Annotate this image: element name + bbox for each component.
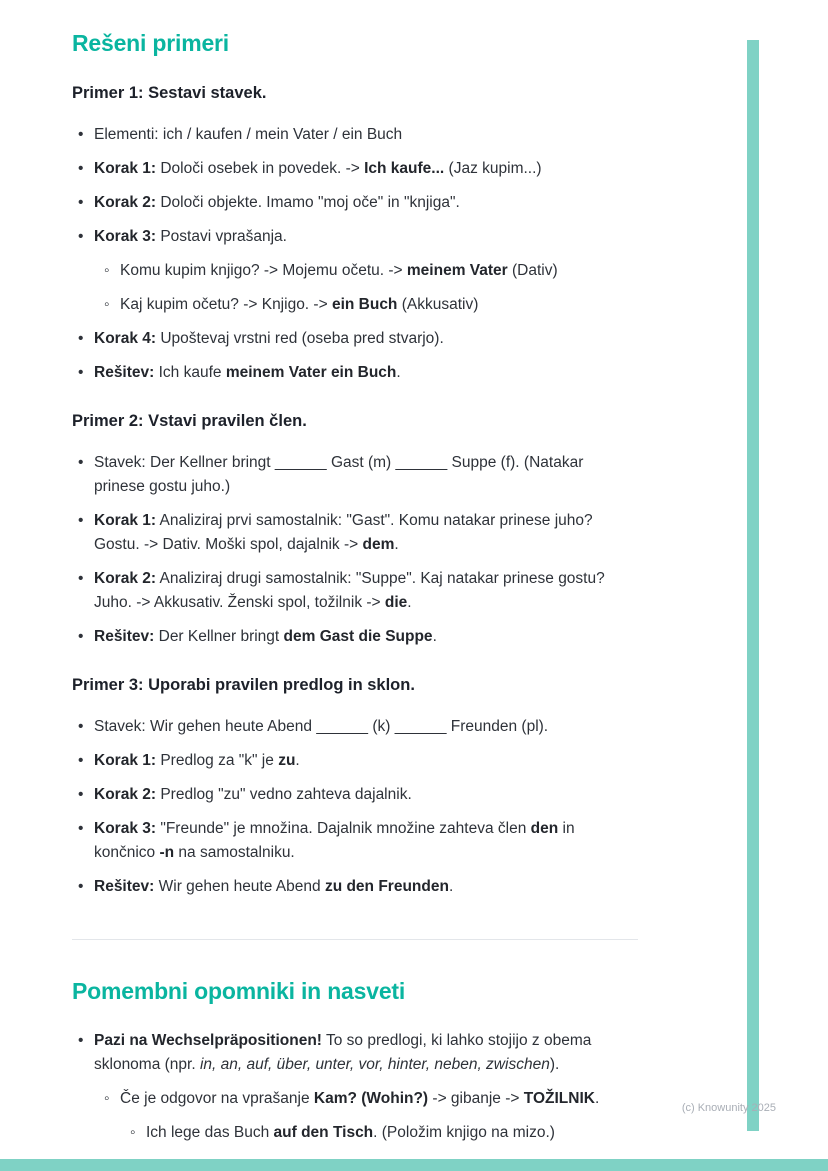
text-run: Če je odgovor na vprašanje — [120, 1090, 314, 1107]
text-run: Korak 2: — [94, 570, 157, 587]
text-run: Korak 2: — [94, 194, 157, 211]
text-run: Ich lege das Buch — [146, 1124, 274, 1141]
bullet-disc-icon: • — [78, 570, 84, 587]
text-run: Rešitev: — [94, 364, 155, 381]
text-run: ). — [549, 1056, 560, 1073]
text-run: TOŽILNIK — [523, 1090, 595, 1107]
list-item — [72, 749, 638, 773]
text-run: zu den Freunden — [324, 878, 449, 895]
list-item — [72, 293, 638, 317]
list-item-text — [94, 451, 638, 499]
text-run: -> gibanje -> — [428, 1090, 524, 1107]
text-run: Kaj kupim očetu? -> Knjigo. -> — [120, 296, 332, 313]
bullet-circle-icon: ◦ — [104, 262, 110, 279]
list-item-text — [94, 225, 638, 249]
bullet-disc-icon: • — [78, 752, 84, 769]
text-run: Der Kellner bringt — [154, 628, 284, 645]
bullet-disc-icon: • — [78, 718, 84, 735]
text-run: Wir gehen heute Abend — [154, 878, 325, 895]
list-item-text — [94, 817, 638, 865]
text-run: (Akkusativ) — [397, 296, 479, 313]
list-item-text — [94, 749, 638, 773]
list-item — [72, 191, 638, 215]
text-run: Ich kaufe — [154, 364, 226, 381]
list-item — [72, 259, 638, 283]
section-divider — [72, 939, 638, 940]
list-item-text — [94, 509, 638, 557]
text-run: Določi objekte. Imamo "moj oče" in "knjiga". — [156, 194, 460, 211]
text-run: Analiziraj drugi samostalnik: "Suppe". Kaj natakar prinese gostu? Juho. -> Akkusativ. Ženski spol, tožilnik -> — [94, 570, 605, 611]
text-run: . — [432, 628, 437, 645]
example-title: Primer 3: Uporabi pravilen predlog in sklon. — [72, 676, 415, 694]
text-run: na samostalniku. — [174, 844, 295, 861]
text-run: . — [396, 364, 401, 381]
example-title: Primer 2: Vstavi pravilen člen. — [72, 412, 307, 430]
list-item — [72, 875, 638, 899]
text-run: Komu kupim knjigo? -> Mojemu očetu. -> — [120, 262, 407, 279]
bullet-disc-icon: • — [78, 194, 84, 211]
text-run: Korak 1: — [94, 752, 157, 769]
text-run: Elementi: ich / kaufen / mein Vater / ein Buch — [94, 126, 403, 143]
list-item-text — [120, 259, 638, 283]
example-title: Primer 1: Sestavi stavek. — [72, 84, 267, 102]
bullet-disc-icon: • — [78, 512, 84, 529]
text-run: . — [448, 878, 454, 895]
bullet-disc-icon: • — [78, 786, 84, 803]
text-run: . — [407, 594, 412, 611]
text-run: To so predlogi, ki lahko stojijo z obema sklonoma (npr. — [94, 1032, 592, 1073]
section-heading: Rešeni primeri — [72, 30, 229, 56]
bullet-circle-icon: ◦ — [104, 296, 110, 313]
list-item — [72, 783, 638, 807]
bullet-disc-icon: • — [78, 126, 84, 143]
text-run: Korak 2: — [94, 786, 157, 803]
text-run: in, an, auf, über, unter, vor, hinter, neben, zwischen — [199, 1056, 550, 1073]
text-run: Analiziraj prvi samostalnik: "Gast". Komu natakar prinese juho? Gostu. -> Dativ. Moški spol, dajalnik -> — [94, 512, 593, 553]
page-accent-bar-bottom — [0, 1159, 828, 1171]
text-run: Ich kaufe... — [364, 160, 445, 177]
list-item — [72, 715, 638, 739]
text-run: Predlog za "k" je — [156, 752, 279, 769]
bullet-disc-icon: • — [78, 878, 84, 895]
bullet-disc-icon: • — [78, 330, 84, 347]
text-run: . — [394, 536, 399, 553]
list-item-text — [94, 123, 638, 147]
list-item — [72, 225, 638, 249]
list-item-text — [94, 1029, 638, 1077]
bullet-disc-icon: • — [78, 454, 84, 471]
text-run: meinem Vater ein Buch — [225, 364, 397, 381]
list-item — [72, 817, 638, 865]
list-item-text — [94, 567, 638, 615]
text-run: Določi osebek in povedek. -> — [156, 160, 365, 177]
text-run: Stavek: Wir gehen heute Abend ______ (k) ______ Freunden (pl). — [94, 718, 549, 735]
text-run: Pazi na Wechselpräpositionen! — [94, 1032, 322, 1049]
text-run: die — [384, 594, 408, 611]
text-run: ein Buch — [331, 296, 398, 313]
list-item-text — [120, 293, 638, 317]
list-item-text — [94, 157, 638, 181]
text-run: Korak 3: — [94, 820, 157, 837]
list-item — [72, 1121, 638, 1145]
text-run: Korak 1: — [94, 512, 157, 529]
list-item-text — [94, 715, 638, 739]
list-item — [72, 509, 638, 557]
list-item-text — [120, 1087, 638, 1111]
list-item — [72, 567, 638, 615]
text-run: Upoštevaj vrstni red (oseba pred stvarjo). — [156, 330, 444, 347]
text-run: "Freunde" je množina. Dajalnik množine zahteva člen — [156, 820, 531, 837]
list-item — [72, 1029, 638, 1077]
text-run: Korak 1: — [94, 160, 157, 177]
list-item-text — [94, 625, 638, 649]
text-run: Korak 4: — [94, 330, 157, 347]
text-run: zu — [278, 752, 296, 769]
text-run: meinem Vater — [406, 262, 508, 279]
bullet-disc-icon: • — [78, 820, 84, 837]
bullet-circle-icon: ◦ — [104, 1090, 110, 1107]
text-run: auf den Tisch — [273, 1124, 374, 1141]
list-item — [72, 625, 638, 649]
list-item-text — [94, 327, 638, 351]
section-heading: Pomembni opomniki in nasveti — [72, 978, 406, 1004]
list-item-text — [146, 1121, 638, 1145]
list-item-text — [94, 783, 638, 807]
list-item-text — [94, 191, 638, 215]
text-run: . — [594, 1090, 600, 1107]
text-run: dem Gast die Suppe — [283, 628, 433, 645]
bullet-disc-icon: • — [78, 628, 84, 645]
list-item — [72, 1087, 638, 1111]
bullet-disc-icon: • — [78, 228, 84, 245]
text-run: Rešitev: — [94, 878, 155, 895]
text-run: Predlog "zu" vedno zahteva dajalnik. — [156, 786, 412, 803]
bullet-disc-icon: • — [78, 364, 84, 381]
text-run: Postavi vprašanja. — [156, 228, 287, 245]
list-item — [72, 123, 638, 147]
text-run: (Jaz kupim...) — [444, 160, 542, 177]
text-run: dem — [362, 536, 395, 553]
document-content — [72, 30, 638, 1155]
list-item — [72, 327, 638, 351]
bullet-disc-icon: • — [78, 160, 84, 177]
list-item — [72, 157, 638, 181]
text-run: den — [530, 820, 559, 837]
text-run: Korak 3: — [94, 228, 157, 245]
text-run: in končnico — [94, 820, 575, 861]
text-run: Stavek: Der Kellner bringt ______ Gast (m) ______ Suppe (f). (Natakar prinese gostu juho.) — [94, 454, 584, 495]
list-item — [72, 451, 638, 499]
list-item-text — [94, 361, 638, 385]
text-run: . — [295, 752, 300, 769]
copyright-footer: (c) Knowunity 2025 — [681, 1102, 776, 1114]
page-accent-bar-vertical — [747, 40, 759, 1131]
text-run: Rešitev: — [94, 628, 155, 645]
list-item — [72, 361, 638, 385]
bullet-disc-icon: • — [78, 1032, 84, 1049]
text-run: (Dativ) — [507, 262, 558, 279]
bullet-circle-icon: ◦ — [130, 1124, 136, 1141]
text-run: . (Položim knjigo na mizo.) — [373, 1124, 555, 1141]
list-item-text — [94, 875, 638, 899]
text-run: Kam? (Wohin?) — [313, 1090, 429, 1107]
text-run: -n — [159, 844, 175, 861]
